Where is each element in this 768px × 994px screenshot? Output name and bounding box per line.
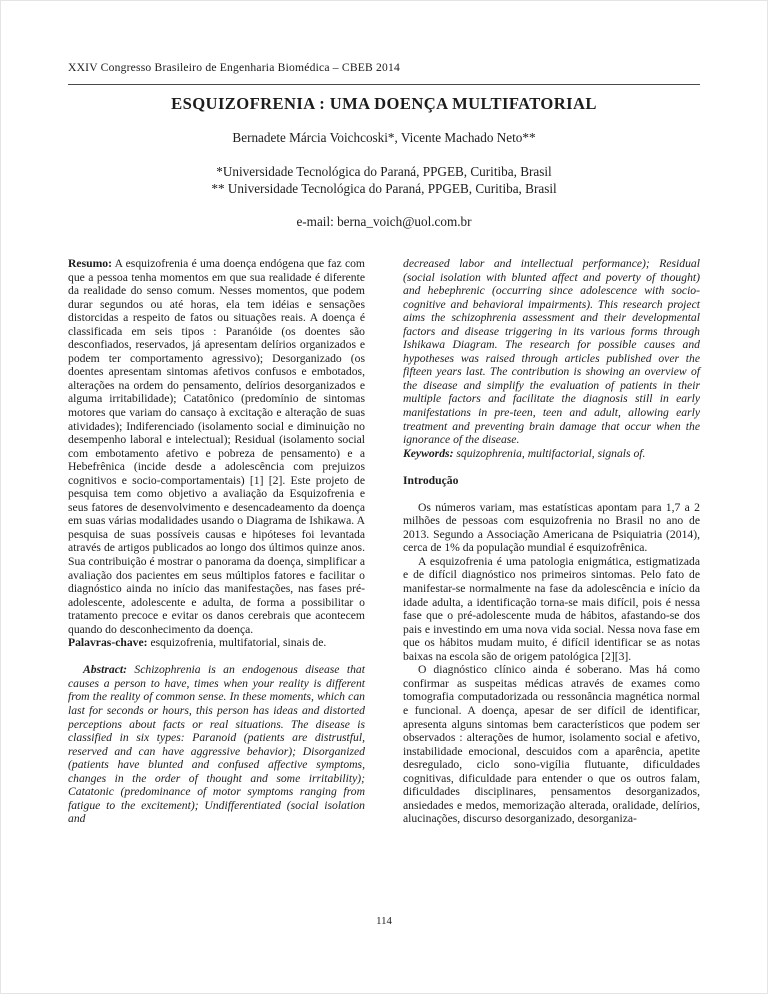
resumo-paragraph: Resumo: A esquizofrenia é uma doença endógena que faz com que a pessoa tenha momentos em que sua realidade é diferente da realidade do senso comum. Nesses momentos, que podem durar segundos ou até horas, ela tem idéias e sensações distorcidas a respeito de fatos ou situações reais. A doença é classificada em seis tipos : Paranóide (os doentes são desconfiados, reservados, já apresentam delírios organizados e podem ter comportamento agressivo); Desorganizado (os doentes apresentam sintomas afetivos confusos e embotados, alterações na ordem do pensamento, delírios desorganizados e alguma irritabilidade); Catatônico (predomínio de sintomas motores que variam do cansaço à excitação e alteração de suas atividades); Indiferenciado (isolamento social e diminuição no desempenho laboral e intelectual); Residual (isolamento social com embotamento afetivo e pobreza de pensamento) e a Hebefrênica (incide desde a adolescência com prejuizos cognitivos e socio-comportamentais) [1] [2]. Este projeto de pesquisa tem como objetivo a avaliação da Esquizofrenia e seus fatores de desenvolvimento e desencadeamento da doença em suas várias modalidades usando o Diagrama de Ishikawa. A pesquisa de suas possíveis causas e hipóteses foi levantada através de artigos publicados ao longo dos últimos quinze anos. Sua contribuição é mostrar o panorama da doença, simplificar a avaliação dos pacientes em seus múltiplos fatores e facilitar o diagnóstico ainda no início das manifestações, nas fases pré-adolescente, adolescente e adulta, de forma a possibilitar o tratamento precoce e evitar os danos cerebrais que acontecem quando do desconhecimento da doença. — [68, 257, 365, 636]
authors-line: Bernadete Márcia Voichcoski*, Vicente Machado Neto** — [232, 130, 536, 145]
running-head: XXIV Congresso Brasileiro de Engenharia Biomédica – CBEB 2014 — [68, 61, 401, 74]
page-title: ESQUIZOFRENIA : UMA DOENÇA MULTIFATORIAL — [171, 94, 597, 113]
keywords-line: Keywords: squizophrenia, multifactorial, signals of. — [403, 446, 646, 460]
affiliation-line-1: *Universidade Tecnológica do Paraná, PPGEB, Curitiba, Brasil — [216, 164, 552, 179]
left-column — [68, 257, 365, 826]
paragraph-lead: Keywords: — [403, 446, 454, 460]
intro-paragraph-2: A esquizofrenia é uma patologia enigmática, estigmatizada e de difícil diagnóstico nos primeiros sintomas. Pelo fato de manifestar-se normalmente na fase da adolescência e início da idade adulta, a identificação torna-se mais difícil, pois é nessa fase que o pré-adolescente muda de hábitos, afastando-se dos pais e investindo em uma nova vida social. Nessa nova fase em que os hábitos mudam muito, é difícil identificar se as notas baixas na escola são de origem patológica [2][3]. — [403, 554, 700, 663]
two-column-body — [68, 257, 700, 826]
page-number: 114 — [376, 915, 392, 927]
affiliations-block — [0, 164, 768, 197]
section-heading-introducao: Introdução — [403, 473, 459, 487]
intro-paragraph-1: Os números variam, mas estatísticas apontam para 1,7 a 2 milhões de pessoas com esquizofrenia no Brasil no ano de 2013. Segundo a Associação Americana de Psiquiatria (2014), cerca de 1% da população mundial é esquizofrênica. — [403, 500, 700, 555]
paragraph-lead: Resumo: — [68, 257, 112, 270]
intro-paragraph-3: O diagnóstico clínico ainda é soberano. Mas há como confirmar as suspeitas médicas através de exames como tomografia computadorizada ou ressonância magnética normal e funcional. A doença, apesar de ser difícil de identificar, apresenta alguns sintomas bem característicos que podem ser observados : alterações de humor, isolamento social e afetivo, instabilidade emocional, descuidos com a aparência, apetite desregulado, ciclo sono-vigília flutuante, dificuldades cognitivas, dificuldade para entender o que os outros falam, dificuldades disciplinares, pensamentos desorganizados, ansiedades e medos, memorização alterada, oralidade, delírios, alucinações, discurso desorganizado, desorganiza- — [403, 663, 700, 826]
palavras-chave-line: Palavras-chave: esquizofrenia, multifatorial, sinais de. — [68, 636, 327, 650]
abstract-paragraph: Abstract: Schizophrenia is an endogenous disease that causes a person to have, times when your reality is different from the reality of common sense. In these moments, which can last for seconds or hours, this person has ideas and distorted perceptions about facts or real situations. The disease is classified in six types: Paranoid (patients are distrustful, reserved and can have aggressive behavior); Disorganized (patients have blunted and confused affective symptoms, changes in the order of thought and some irritability); Catatonic (predominance of motor symptoms ranging from fatigue to the excitement); Undifferentiated (social isolation and — [68, 663, 365, 826]
affiliation-line-2: ** Universidade Tecnológica do Paraná, PPGEB, Curitiba, Brasil — [211, 180, 557, 196]
right-column — [403, 257, 700, 826]
abstract-continuation-paragraph: decreased labor and intellectual performance); Residual (social isolation with blunted affect and poverty of thought) and hebephrenic (occurring since adolescence with socio-cognitive and behavioral impairments). This research project aims the schizophrenia assessment and their developmental factors and disease triggering in its various forms through Ishikawa Diagram. The research for possible causes and hypotheses was raised through articles published over the fifteen years last. The contribution is showing an overview of the disease and simplify the evaluation of patients in their multiple factors and facilitate the diagnosis still in early manifestations in pre-teen, teen and adult, allowing early treatment and preventing brain damage that occur when the ignorance of the disease. — [403, 257, 700, 447]
paragraph-lead: Palavras-chave: — [68, 636, 148, 650]
email-line: e-mail: berna_voich@uol.com.br — [296, 214, 472, 229]
header-rule — [68, 84, 700, 85]
paragraph-lead: Abstract: — [83, 663, 127, 677]
